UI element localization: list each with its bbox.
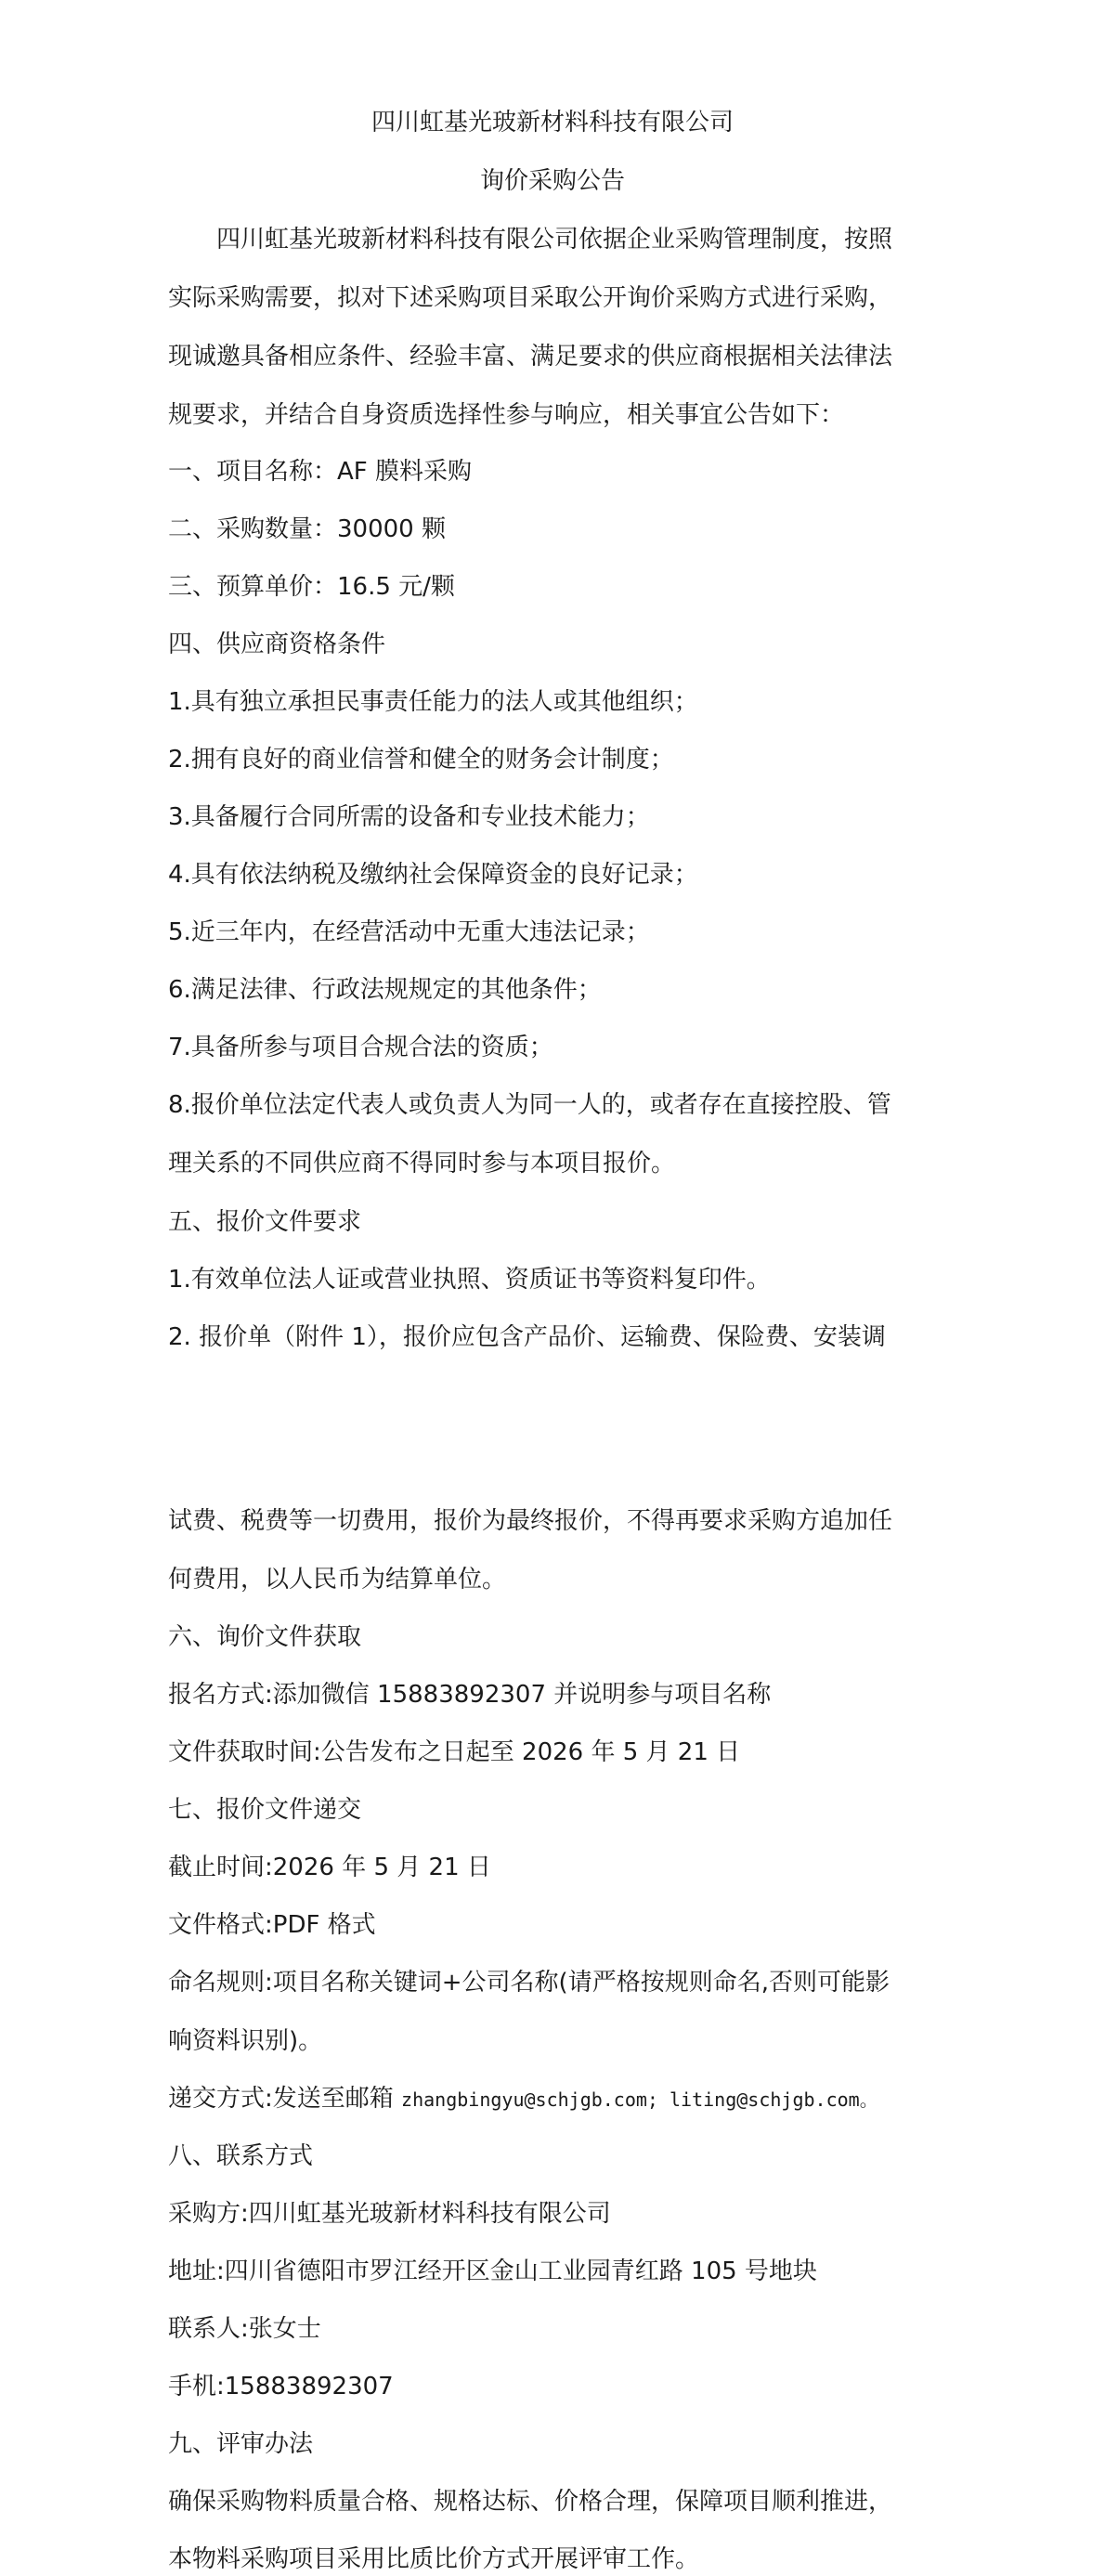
qualification-item-8-line-1: 8.报价单位法定代表人或负责人为同一人的，或者存在直接控股、管 — [168, 1091, 891, 1119]
section-submission-heading: 七、报价文件递交 — [168, 1796, 362, 1824]
signup-method: 报名方式:添加微信 15883892307 并说明参与项目名称 — [168, 1681, 772, 1709]
file-format: 文件格式:PDF 格式 — [168, 1911, 376, 1939]
submission-method-label: 递交方式:发送至邮箱 — [168, 2085, 402, 2113]
section-qualification-heading: 四、供应商资格条件 — [168, 631, 386, 658]
qualification-item-4: 4.具有依法纳税及缴纳社会保障资金的良好记录； — [168, 861, 698, 889]
qualification-item-3: 3.具备履行合同所需的设备和专业技术能力； — [168, 803, 650, 831]
quote-doc-item-2-line-2: 试费、税费等一切费用，报价为最终报价，不得再要求采购方追加任 — [168, 1507, 893, 1535]
evaluation-line-2: 本物料采购项目采用比质比价方式开展评审工作。 — [168, 2545, 700, 2573]
buyer-name: 采购方:四川虹基光玻新材料科技有限公司 — [168, 2200, 611, 2228]
submission-method — [168, 2084, 948, 2114]
section-doc-acquisition-heading: 六、询价文件获取 — [168, 1623, 362, 1651]
quote-doc-item-2-line-1: 2. 报价单（附件 1），报价应包含产品价、运输费、保险费、安装调 — [168, 1323, 886, 1351]
buyer-address: 地址:四川省德阳市罗江经开区金山工业园青红路 105 号地块 — [168, 2257, 817, 2285]
contact-phone: 手机:15883892307 — [168, 2373, 394, 2400]
qualification-item-6: 6.满足法律、行政法规规定的其他条件； — [168, 976, 602, 1004]
section-project-name: 一、项目名称：AF 膜料采购 — [168, 458, 473, 486]
intro-line-3: 现诚邀具备相应条件、经验丰富、满足要求的供应商根据相关法律法 — [168, 343, 893, 371]
acquisition-time: 文件获取时间:公告发布之日起至 2026 年 5 月 21 日 — [168, 1738, 741, 1766]
submission-emails: zhangbingyu@schjgb.com; liting@schjgb.com。 — [401, 2088, 878, 2111]
intro-line-4: 规要求，并结合自身资质选择性参与响应，相关事宜公告如下： — [168, 401, 845, 429]
quote-doc-item-1: 1.有效单位法人证或营业执照、资质证书等资料复印件。 — [168, 1266, 771, 1294]
quote-doc-item-2-line-3: 何费用，以人民币为结算单位。 — [168, 1566, 507, 1594]
qualification-item-8-line-2: 理关系的不同供应商不得同时参与本项目报价。 — [168, 1150, 676, 1177]
qualification-item-2: 2.拥有良好的商业信誉和健全的财务会计制度； — [168, 746, 674, 774]
company-title: 四川虹基光玻新材料科技有限公司 — [370, 109, 734, 137]
naming-rule-line-1: 命名规则:项目名称关键词+公司名称(请严格按规则命名,否则可能影 — [168, 1969, 890, 1997]
qualification-item-1: 1.具有独立承担民事责任能力的法人或其他组织； — [168, 688, 698, 716]
section-evaluation-heading: 九、评审办法 — [168, 2430, 314, 2458]
intro-line-1: 四川虹基光玻新材料科技有限公司依据企业采购管理制度，按照 — [216, 226, 893, 254]
qualification-item-5: 5.近三年内，在经营活动中无重大违法记录； — [168, 918, 650, 946]
qualification-item-7: 7.具备所参与项目合规合法的资质； — [168, 1034, 553, 1061]
section-contact-heading: 八、联系方式 — [168, 2142, 314, 2170]
section-quote-docs-heading: 五、报价文件要求 — [168, 1208, 362, 1236]
intro-line-2: 实际采购需要，拟对下述采购项目采取公开询价采购方式进行采购， — [168, 284, 893, 312]
contact-person: 联系人:张女士 — [168, 2315, 321, 2343]
section-unit-budget: 三、预算单价：16.5 元/颗 — [168, 573, 455, 601]
section-quantity: 二、采购数量：30000 颗 — [168, 515, 446, 543]
naming-rule-line-2: 响资料识别)。 — [168, 2027, 323, 2055]
document-title: 询价采购公告 — [479, 167, 625, 195]
evaluation-line-1: 确保采购物料质量合格、规格达标、价格合理，保障项目顺利推进， — [168, 2488, 893, 2516]
submission-deadline: 截止时间:2026 年 5 月 21 日 — [168, 1854, 491, 1881]
